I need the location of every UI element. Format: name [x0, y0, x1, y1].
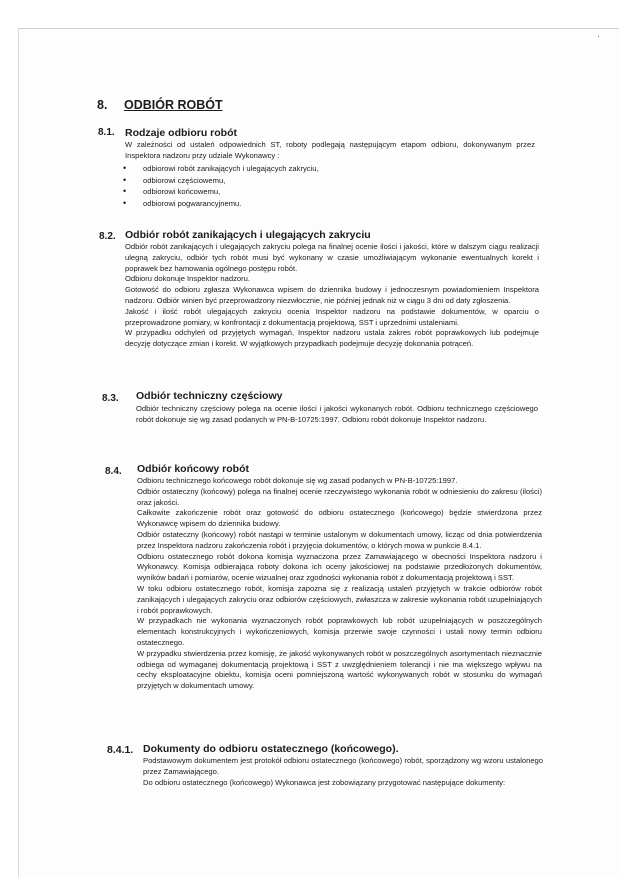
page-mark: · [597, 31, 600, 41]
section-title: ODBIÓR ROBÓT [124, 98, 223, 112]
section-number: 8. [97, 98, 108, 112]
list-item: • odbiorowi pogwarancyjnemu. [123, 198, 503, 210]
paragraph: Odbioru technicznego końcowego robót dokonuje się wg zasad podanych w PN-B-10725:1997. [137, 476, 458, 485]
paragraph: Gotowość do odbioru zgłasza Wykonawca wpisem do dziennika budowy i jednoczesnym powiadomieniem Inspektora nadzoru. Odbiór winien być przeprowadzony niezwłocznie, nie później jednak niż w ciągu 3 dni od daty zgłoszenia. [125, 285, 539, 305]
paragraph: W przypadku odchyleń od przyjętych wymagań, Inspektor nadzoru ustala zakres robót poprawkowych lub podejmuje decyzję dotyczące zmian i korekt. W wyjątkowych przypadkach podejmuje decyzję dokonania potrąceń. [125, 328, 539, 349]
subsection-8-3-body [136, 404, 538, 426]
list-item: • odbiorowi końcowemu, [123, 186, 503, 198]
list-item: • odbiorowi częściowemu, [123, 175, 503, 187]
subsection-8-1-number: 8.1. [98, 127, 115, 138]
subsection-8-4-number: 8.4. [105, 466, 122, 477]
subsection-8-2-number: 8.2. [99, 231, 116, 242]
subsection-8-4-1-title: Dokumenty do odbioru ostatecznego (końcowego). [143, 743, 399, 755]
paragraph: Jakość i ilość robót ulegających zakryciu ocenia Inspektor nadzoru na podstawie dokumentów, w oparciu o przeprowadzone pomiary, w konfrontacji z dokumentacją projektową, SST i uprzednimi ustaleniami. [125, 306, 539, 327]
subsection-8-2-body [125, 242, 539, 350]
subsection-8-4-title: Odbiór końcowy robót [137, 463, 249, 475]
paragraph: Odbiór techniczny częściowy polega na ocenie ilości i jakości wykonanych robót. Odbioru technicznego częściowego robót dokonuje się wg zasad podanych w PN-B-10725:1997. Odbioru robót dokonuje Inspektor nadzoru. [136, 404, 538, 424]
paragraph: Odbiór robót zanikających i ulegających zakryciu polega na finalnej ocenie ilości i jakości, które w dalszym ciągu realizacji ulegną zakryciu, odbiór tych robót musi być wykonany w czasie umożliwiającym wykonanie ewentualnych korekt i poprawek bez hamowania ogólnego postępu robót. [125, 242, 539, 273]
paragraph: Do odbioru ostatecznego (końcowego) Wykonawca jest zobowiązany przygotować następujące dokumenty: [143, 777, 506, 787]
subsection-8-3-title: Odbiór techniczny częściowy [136, 390, 283, 402]
subsection-8-1-title: Rodzaje odbioru robót [125, 127, 237, 139]
document-page [18, 28, 619, 877]
paragraph: W toku odbioru ostatecznego robót, komisja zapozna się z realizacją ustaleń przyjętych w trakcie odbiorów robót zanikających i ulegających zakryciu oraz odbiorów częściowych, zwłaszcza w zakresie wykonania robót uzupełniających i robót poprawkowych. [137, 583, 542, 615]
paragraph: Odbioru dokonuje Inspektor nadzoru. [125, 274, 250, 284]
paragraph: Odbiór ostateczny (końcowy) robót nastąpi w terminie ustalonym w dokumentach umowy, licząc od dnia potwierdzenia przez Inspektora nadzoru zakończenia robót i przyjęcia dokumentów, o których mowa w punkcie 8.4.1. [137, 529, 542, 550]
paragraph: Odbioru ostatecznego robót dokona komisja wyznaczona przez Zamawiającego w obecności Inspektora nadzoru i Wykonawcy. Komisja odbierająca roboty dokona ich oceny jakościowej na podstawie przedłożonych dokumentów, wyników badań i pomiarów, ocenie wizualnej oraz zgodności wykonania robót z dokumentacją projektową i SST. [137, 551, 542, 583]
paragraph: Podstawowym dokumentem jest protokół odbioru ostatecznego (końcowego) robót, sporządzony wg wzoru ustalonego przez Zamawiającego. [143, 756, 543, 776]
list-item: • odbiorowi robót zanikających i ulegających zakryciu, [123, 163, 503, 175]
paragraph: Odbiór ostateczny (końcowy) polega na finalnej ocenie rzeczywistego wykonania robót w odniesieniu do zakresu (ilości) oraz jakości. [137, 486, 542, 507]
subsection-8-2-title: Odbiór robót zanikających i ulegających zakryciu [125, 229, 371, 241]
subsection-8-1-intro: W zależności od ustaleń odpowiednich ST, roboty podlegają następującym etapom odbioru, dokonywanym przez Inspektora nadzoru przy udziale Wykonawcy : [125, 140, 535, 160]
subsection-8-4-1-number: 8.4.1. [107, 744, 134, 756]
paragraph: W przypadku stwierdzenia przez komisję, że jakość wykonywanych robót w poszczególnych asortymentach nieznacznie odbiega od wymaganej dokumentacją projektową i SST z uwzględnieniem tolerancji i nie ma większego wpływu na cechy eksploatacyjne obiektu, komisja oceni pomniejszoną wartość wykonywanych robót w stosunku do wymagań przyjętych w dokumentach umowy. [137, 648, 542, 691]
subsection-8-4-1-body [143, 756, 543, 788]
subsection-8-3-number: 8.3. [102, 393, 119, 404]
paragraph: W przypadkach nie wykonania wyznaczonych robót poprawkowych lub robót uzupełniających w poszczególnych elementach konstrukcyjnych i wykończeniowych, komisja przerwie swoje czynności i ustali nowy termin odbioru ostatecznego. [137, 616, 542, 647]
subsection-8-4-body [137, 476, 542, 692]
paragraph: Całkowite zakończenie robót oraz gotowość do odbioru ostatecznego (końcowego) będzie stwierdzona przez Wykonawcę wpisem do dziennika budowy. [137, 508, 542, 529]
receipt-types-list [123, 163, 503, 209]
